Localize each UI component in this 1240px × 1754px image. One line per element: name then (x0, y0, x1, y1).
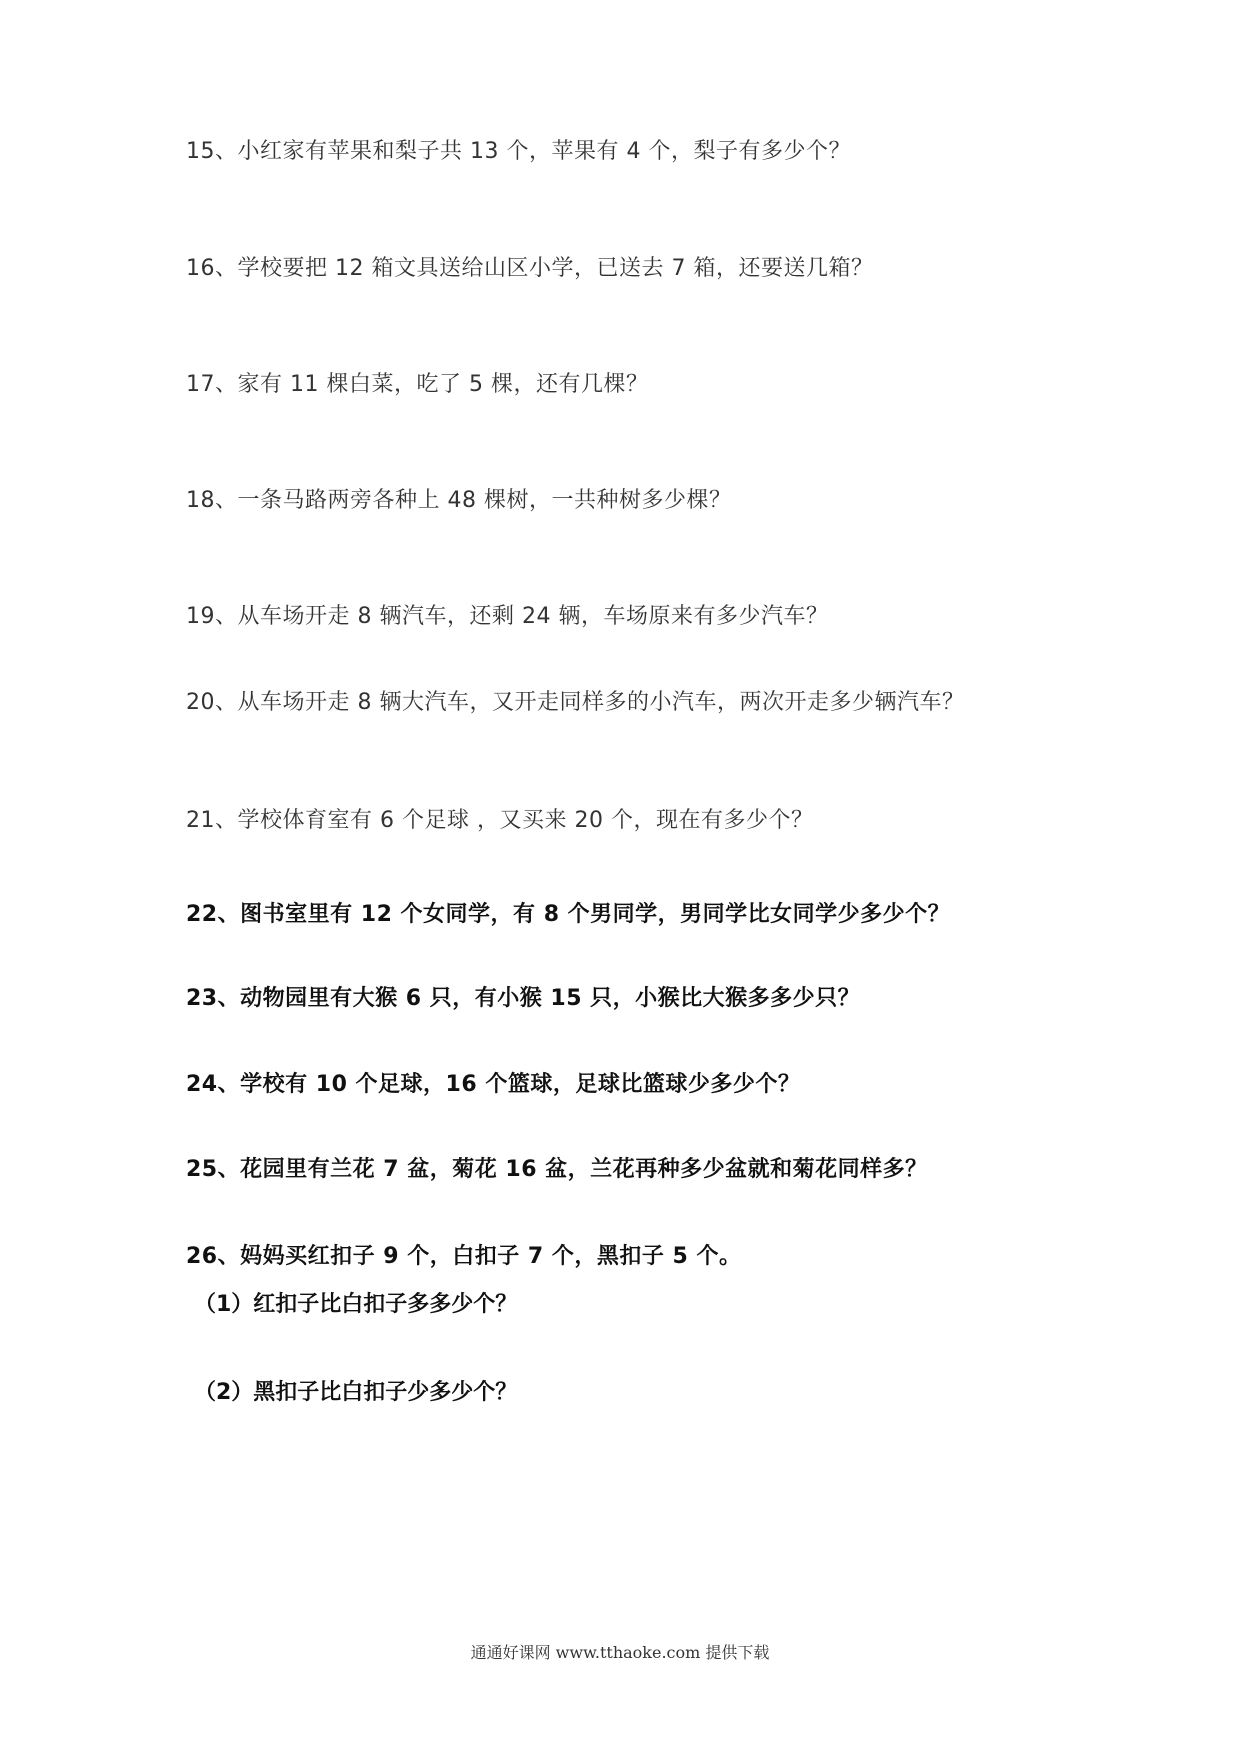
question-21: 21、学校体育室有 6 个足球 ，又买来 20 个，现在有多少个？ (186, 808, 814, 833)
question-17: 17、家有 11 棵白菜，吃了 5 棵，还有几棵？ (186, 372, 649, 397)
footer-text: 通通好课网 www.tthaoke.com 提供下载 (470, 1643, 770, 1662)
sub-question-2: （2）黑扣子比白扣子少多少个？ (194, 1380, 518, 1405)
question-25: 25、花园里有兰花 7 盆，菊花 16 盆，兰花再种多少盆就和菊花同样多？ (186, 1157, 928, 1182)
question-20: 20、从车场开走 8 辆大汽车，又开走同样多的小汽车，两次开走多少辆汽车？ (186, 690, 965, 715)
question-24: 24、学校有 10 个足球，16 个篮球，足球比篮球少多少个？ (186, 1072, 801, 1097)
question-18: 18、一条马路两旁各种上 48 棵树，一共种树多少棵？ (186, 488, 732, 513)
question-15: 15、小红家有苹果和梨子共 13 个，苹果有 4 个，梨子有多少个？ (186, 139, 851, 164)
question-22: 22、图书室里有 12 个女同学，有 8 个男同学，男同学比女同学少多少个？ (186, 902, 951, 927)
question-19: 19、从车场开走 8 辆汽车，还剩 24 辆，车场原来有多少汽车？ (186, 604, 829, 629)
sub-question-1: （1）红扣子比白扣子多多少个？ (194, 1292, 518, 1317)
question-16: 16、学校要把 12 箱文具送给山区小学，已送去 7 箱，还要送几箱？ (186, 256, 874, 281)
question-26: 26、妈妈买红扣子 9 个，白扣子 7 个，黑扣子 5 个。 (186, 1244, 742, 1269)
question-23: 23、动物园里有大猴 6 只，有小猴 15 只，小猴比大猴多多少只？ (186, 986, 861, 1011)
